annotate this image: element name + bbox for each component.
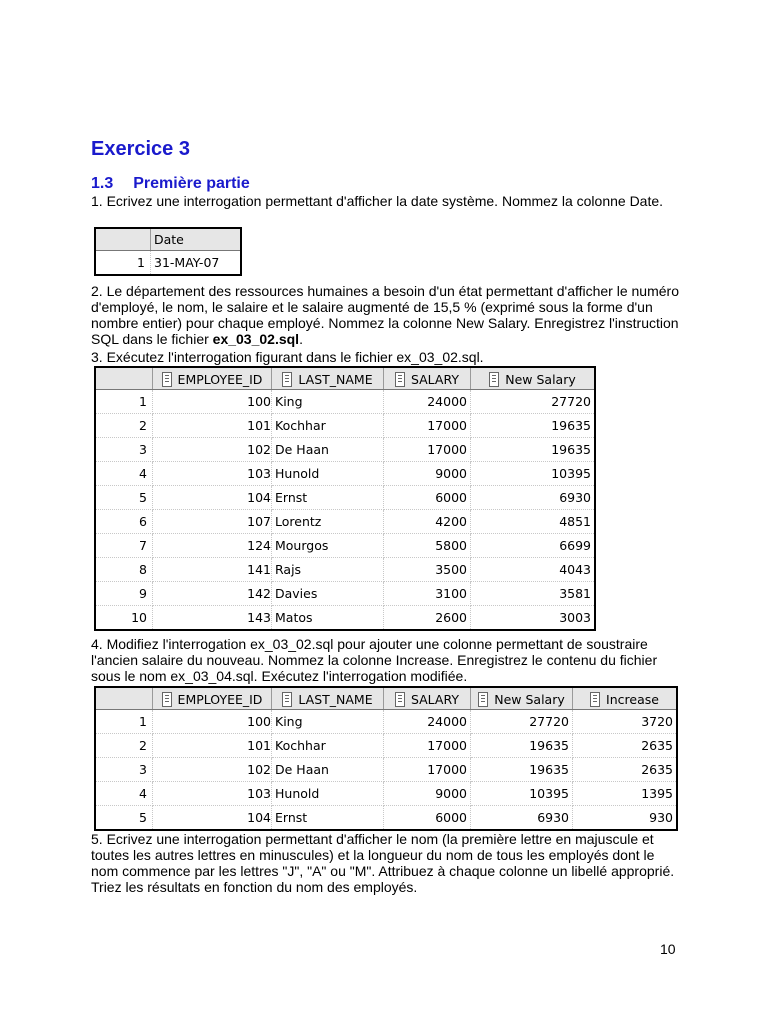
- row-number: 8: [95, 558, 153, 582]
- last-name: Hunold: [272, 782, 384, 806]
- date-result-table: [94, 227, 242, 276]
- employee-id: 141: [153, 558, 272, 582]
- table-row: [95, 462, 595, 486]
- new-salary: 27720: [471, 710, 573, 734]
- employee-id: 104: [153, 486, 272, 510]
- last-name: Rajs: [272, 558, 384, 582]
- new-salary: 19635: [471, 438, 596, 462]
- row-number-header: [95, 228, 151, 251]
- column-header-label: LAST_NAME: [298, 371, 373, 387]
- salary: 17000: [384, 734, 471, 758]
- table-row: [95, 606, 595, 631]
- row-number: 7: [95, 534, 153, 558]
- employee-id: 101: [153, 734, 272, 758]
- column-header: [471, 687, 573, 710]
- column-header-label: New Salary: [505, 371, 576, 387]
- salary: 24000: [384, 390, 471, 414]
- column-header: [573, 687, 678, 710]
- row-number: 5: [95, 806, 153, 831]
- section-heading: [91, 175, 250, 193]
- row-number: 1: [95, 251, 151, 276]
- new-salary-result-table: [94, 366, 596, 631]
- column-icon: [395, 372, 405, 387]
- last-name: Lorentz: [272, 510, 384, 534]
- column-header-label: SALARY: [410, 691, 460, 707]
- new-salary: 19635: [471, 414, 596, 438]
- column-header: [272, 367, 384, 390]
- column-header-date: Date: [151, 228, 242, 251]
- salary: 6000: [384, 806, 471, 831]
- increase: 1395: [573, 782, 678, 806]
- employee-id: 102: [153, 758, 272, 782]
- table-row: [95, 734, 677, 758]
- question-1: 1. Ecrivez une interrogation permettant d'afficher la date système. Nommez la colonne Date.: [91, 193, 664, 209]
- column-header-label: EMPLOYEE_ID: [177, 691, 263, 707]
- row-number: 5: [95, 486, 153, 510]
- new-salary: 4043: [471, 558, 596, 582]
- table-row: [95, 438, 595, 462]
- column-header-label: New Salary: [494, 691, 565, 707]
- row-number-header: [95, 687, 153, 710]
- table-row: [95, 758, 677, 782]
- last-name: De Haan: [272, 758, 384, 782]
- last-name: Kochhar: [272, 734, 384, 758]
- table-row: [95, 806, 677, 831]
- table-row: [95, 510, 595, 534]
- employee-id: 103: [153, 782, 272, 806]
- column-icon: [162, 692, 172, 707]
- table-row: [95, 390, 595, 414]
- increase: 2635: [573, 758, 678, 782]
- question-4: 4. Modifiez l'interrogation ex_03_02.sql pour ajouter une colonne permettant de soustraire l'ancien salaire du nouveau. Nommez la colonne Increase. Enregistrez le contenu du fichier sous le nom ex_03_04.sql. Exécutez l'interrogation modifiée.: [91, 636, 658, 684]
- new-salary: 6930: [471, 486, 596, 510]
- question-2-end: .: [299, 331, 303, 347]
- increase: 3720: [573, 710, 678, 734]
- column-header-label: EMPLOYEE_ID: [177, 371, 263, 387]
- exercise-title: Exercice 3: [91, 138, 190, 160]
- last-name: Ernst: [272, 806, 384, 831]
- last-name: Davies: [272, 582, 384, 606]
- column-header-label: LAST_NAME: [298, 691, 373, 707]
- salary: 17000: [384, 414, 471, 438]
- table-row: [95, 534, 595, 558]
- salary: 3500: [384, 558, 471, 582]
- last-name: Matos: [272, 606, 384, 631]
- table-row: [95, 782, 677, 806]
- section-number: 1.3: [91, 175, 114, 192]
- row-number: 3: [95, 438, 153, 462]
- new-salary: 4851: [471, 510, 596, 534]
- question-5: 5. Ecrivez une interrogation permettant d'afficher le nom (la première lettre en majuscule et toutes les autres lettres en minuscules) et la longueur du nom de tous les employés dont le nom commence par les lettres "J", "A" ou "M". Attribuez à chaque colonne un libellé approprié. Triez les résultats en fonction du nom des employés.: [91, 831, 675, 895]
- employee-id: 142: [153, 582, 272, 606]
- row-number: 4: [95, 782, 153, 806]
- employee-id: 104: [153, 806, 272, 831]
- question-2: [91, 283, 681, 347]
- employee-id: 101: [153, 414, 272, 438]
- new-salary: 19635: [471, 734, 573, 758]
- column-header: [153, 367, 272, 390]
- row-number: 9: [95, 582, 153, 606]
- employee-id: 107: [153, 510, 272, 534]
- column-header: [471, 367, 596, 390]
- new-salary: 6699: [471, 534, 596, 558]
- last-name: King: [272, 710, 384, 734]
- row-number: 10: [95, 606, 153, 631]
- employee-id: 100: [153, 710, 272, 734]
- salary: 24000: [384, 710, 471, 734]
- row-number: 1: [95, 390, 153, 414]
- new-salary: 6930: [471, 806, 573, 831]
- table-row: [95, 582, 595, 606]
- increase: 930: [573, 806, 678, 831]
- salary: 9000: [384, 462, 471, 486]
- increase: 2635: [573, 734, 678, 758]
- table-row: [95, 414, 595, 438]
- column-icon: [282, 692, 292, 707]
- salary: 5800: [384, 534, 471, 558]
- section-title: Première partie: [133, 175, 250, 192]
- new-salary: 3003: [471, 606, 596, 631]
- salary: 3100: [384, 582, 471, 606]
- salary: 6000: [384, 486, 471, 510]
- new-salary: 10395: [471, 782, 573, 806]
- new-salary: 19635: [471, 758, 573, 782]
- column-icon: [489, 372, 499, 387]
- column-header: [384, 367, 471, 390]
- row-number: 2: [95, 734, 153, 758]
- salary: 17000: [384, 438, 471, 462]
- question-3: 3. Exécutez l'interrogation figurant dans le fichier ex_03_02.sql.: [91, 349, 484, 365]
- column-icon: [282, 372, 292, 387]
- new-salary: 27720: [471, 390, 596, 414]
- column-header-label: Increase: [606, 691, 659, 707]
- employee-id: 102: [153, 438, 272, 462]
- column-header: [384, 687, 471, 710]
- column-header: [153, 687, 272, 710]
- question-2-text: 2. Le département des ressources humaines a besoin d'un état permettant d'afficher le numéro d'employé, le nom, le salaire et le salaire augmenté de 15,5 % (exprimé sous la forme d'un nombre entier) pour chaque employé. Nommez la colonne New Salary. Enregistrez l'instruction SQL dans le fichier: [91, 283, 679, 347]
- column-icon: [590, 692, 600, 707]
- salary: 2600: [384, 606, 471, 631]
- table-row: [95, 558, 595, 582]
- last-name: King: [272, 390, 384, 414]
- salary: 4200: [384, 510, 471, 534]
- new-salary: 10395: [471, 462, 596, 486]
- column-icon: [478, 692, 488, 707]
- employee-id: 103: [153, 462, 272, 486]
- date-value: 31-MAY-07: [151, 251, 242, 276]
- row-number: 6: [95, 510, 153, 534]
- column-icon: [162, 372, 172, 387]
- row-number-header: [95, 367, 153, 390]
- row-number: 1: [95, 710, 153, 734]
- table-row: [95, 710, 677, 734]
- column-icon: [395, 692, 405, 707]
- page-number: 10: [660, 941, 676, 957]
- last-name: Ernst: [272, 486, 384, 510]
- last-name: Kochhar: [272, 414, 384, 438]
- last-name: Mourgos: [272, 534, 384, 558]
- new-salary: 3581: [471, 582, 596, 606]
- employee-id: 143: [153, 606, 272, 631]
- last-name: Hunold: [272, 462, 384, 486]
- employee-id: 100: [153, 390, 272, 414]
- row-number: 3: [95, 758, 153, 782]
- column-header: [272, 687, 384, 710]
- column-header-label: SALARY: [410, 371, 460, 387]
- salary: 17000: [384, 758, 471, 782]
- row-number: 4: [95, 462, 153, 486]
- table-row: [95, 486, 595, 510]
- salary: 9000: [384, 782, 471, 806]
- row-number: 2: [95, 414, 153, 438]
- increase-result-table: [94, 686, 678, 831]
- last-name: De Haan: [272, 438, 384, 462]
- sql-file-name: ex_03_02.sql: [212, 331, 300, 347]
- employee-id: 124: [153, 534, 272, 558]
